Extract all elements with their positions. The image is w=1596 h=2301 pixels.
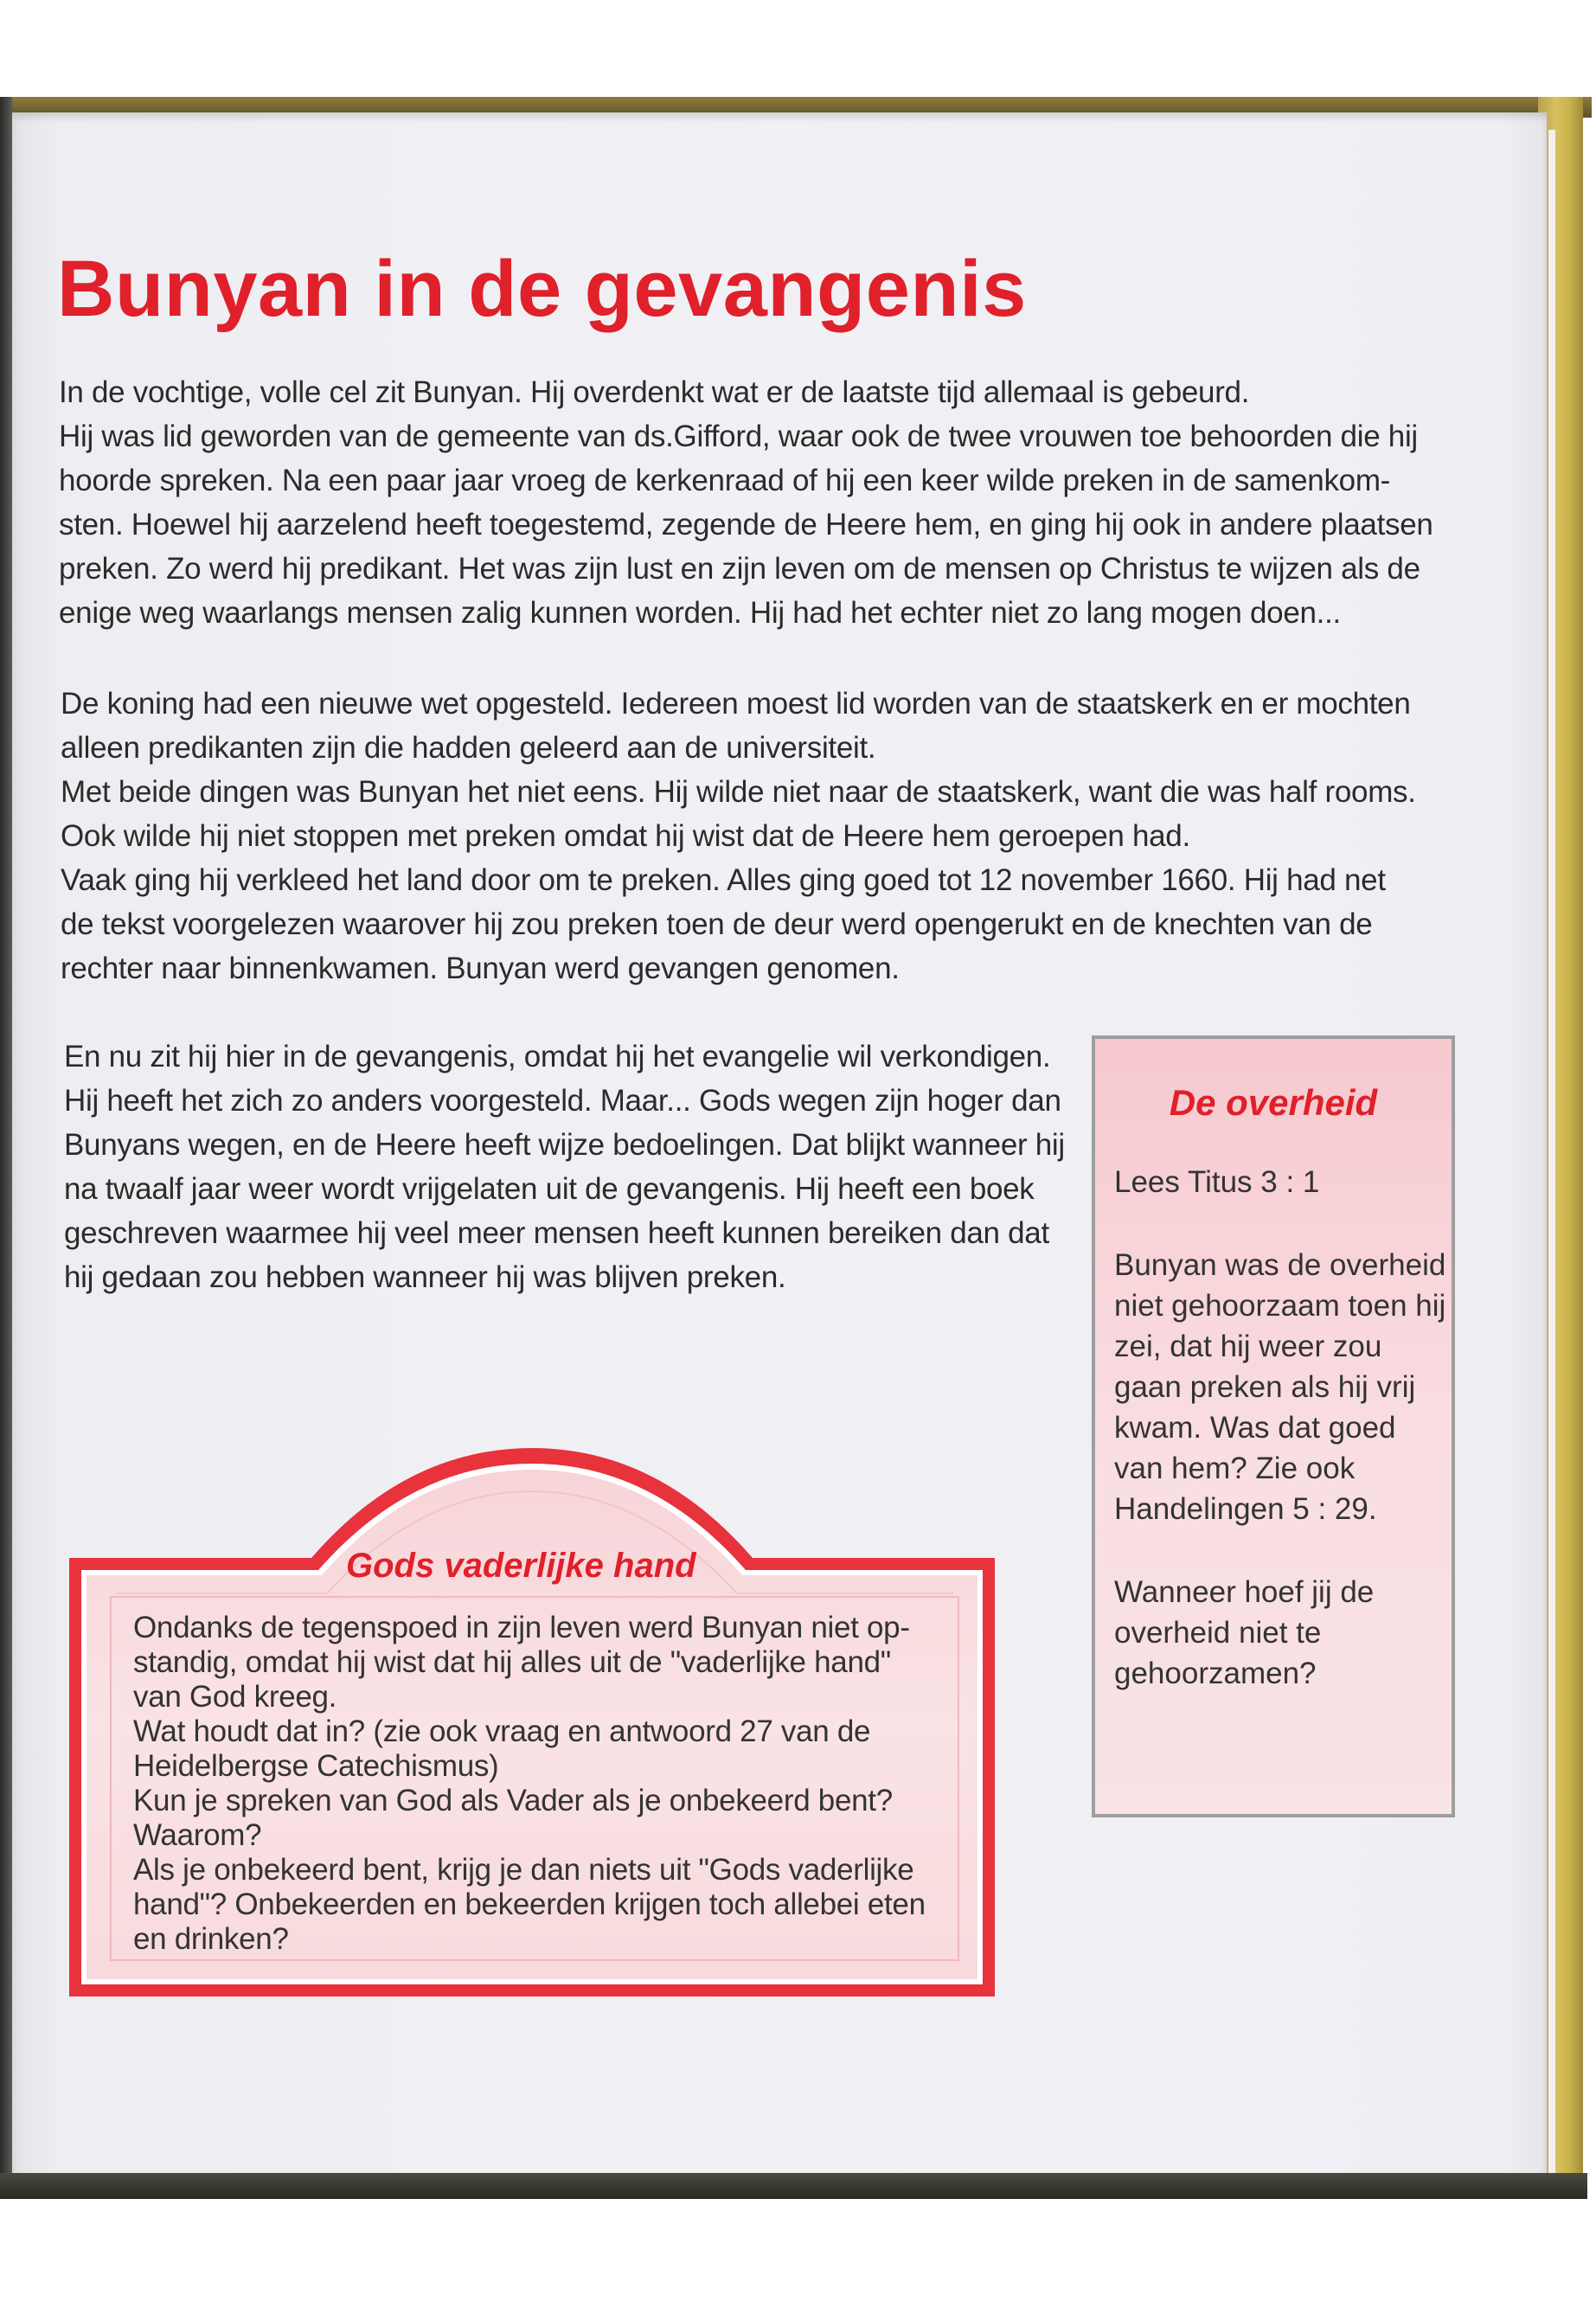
paragraph-1 [59, 370, 1477, 635]
text-line: gehoorzamen? [1114, 1657, 1317, 1690]
text-line: overheid niet te [1114, 1616, 1322, 1650]
sidebox-reference [1114, 1162, 1319, 1202]
text-line: Hij was lid geworden van de gemeente van ds.Gifford, waar ook de twee vrouwen toe behoorden die hij [59, 420, 1418, 453]
text-line: zei, dat hij weer zou [1114, 1330, 1382, 1363]
text-line: Handelingen 5 : 29. [1114, 1492, 1377, 1526]
text-line: niet gehoorzaam toen hij [1114, 1289, 1446, 1323]
text-line: enige weg waarlangs mensen zalig kunnen worden. Hij had het echter niet zo lang mogen doen... [59, 596, 1341, 630]
text-line: hand"? Onbekeerden en bekeerden krijgen toch allebei eten [133, 1888, 926, 1921]
text-line: preken. Zo werd hij predikant. Het was zijn lust en zijn leven om de mensen op Christus te wijzen als de [59, 552, 1420, 586]
text-line: Bunyans wegen, en de Heere heeft wijze bedoelingen. Dat blijkt wanneer hij [64, 1128, 1065, 1162]
text-line: geschreven waarmee hij veel meer mensen heeft kunnen bereiken dan dat [64, 1216, 1049, 1250]
text-line: De koning had een nieuwe wet opgesteld. Iedereen moest lid worden van de staatskerk en er mochten [61, 687, 1411, 721]
text-line: gaan preken als hij vrij [1114, 1370, 1416, 1404]
text-line: Met beide dingen was Bunyan het niet eens. Hij wilde niet naar de staatskerk, want die was half rooms. [61, 775, 1416, 809]
text-line: en drinken? [133, 1922, 289, 1956]
text-line: sten. Hoewel hij aarzelend heeft toegestemd, zegende de Heere hem, en ging hij ook in andere plaatsen [59, 508, 1433, 542]
book-spine-edge [0, 97, 12, 2199]
page-edge [1548, 130, 1555, 2180]
paragraph-3 [64, 1035, 1085, 1299]
text-line: Wanneer hoef jij de [1114, 1575, 1375, 1609]
text-line: na twaalf jaar weer wordt vrijgelaten uit de gevangenis. Hij heeft een boek [64, 1172, 1035, 1206]
sidebox-question [1114, 1572, 1374, 1694]
text-line: kwam. Was dat goed [1114, 1411, 1396, 1445]
text-line: van God kreeg. [133, 1680, 337, 1714]
text-line: Hij heeft het zich zo anders voorgesteld. Maar... Gods wegen zijn hoger dan [64, 1084, 1061, 1118]
text-line: En nu zit hij hier in de gevangenis, omdat hij het evangelie wil verkondigen. [64, 1040, 1051, 1074]
text-line: hoorde spreken. Na een paar jaar vroeg de kerkenraad of hij een keer wilde preken in de samenkom- [59, 464, 1391, 497]
sidebox-title: De overheid [1169, 1082, 1378, 1123]
text-line: Als je onbekeerd bent, krijg je dan niets uit "Gods vaderlijke [133, 1853, 914, 1887]
text-line: alleen predikanten zijn die hadden geleerd aan de universiteit. [61, 731, 876, 765]
text-line: Kun je spreken van God als Vader als je onbekeerd bent? [133, 1784, 893, 1817]
text-line: Bunyan was de overheid [1114, 1248, 1446, 1282]
handbox-title: Gods vaderlijke hand [346, 1547, 696, 1585]
text-line: standig, omdat hij wist dat hij alles uit de "vaderlijke hand" [133, 1645, 891, 1679]
text-line: de tekst voorgelezen waarover hij zou preken toen de deur werd opengerukt en de knechten van de [61, 907, 1373, 941]
text-line: Ondanks de tegenspoed in zijn leven werd Bunyan niet op- [133, 1611, 910, 1644]
text-line: Ook wilde hij niet stoppen met preken omdat hij wist dat de Heere hem geroepen had. [61, 819, 1190, 853]
text-line: In de vochtige, volle cel zit Bunyan. Hij overdenkt wat er de laatste tijd allemaal is gebeurd. [59, 375, 1250, 409]
sidebox-body [1114, 1245, 1445, 1529]
sidebox-de-overheid [1092, 1035, 1455, 1817]
text-line: Vaak ging hij verkleed het land door om te preken. Alles ging goed tot 12 november 1660. Hij had net [61, 863, 1386, 897]
page-title: Bunyan in de gevangenis [57, 245, 1027, 333]
book-cover-bottom-edge [0, 2173, 1587, 2199]
text-line: Waarom? [133, 1818, 262, 1852]
handbox-body [133, 1611, 926, 1957]
text-line: hij gedaan zou hebben wanneer hij was blijven preken. [64, 1260, 786, 1294]
text-line: Lees Titus 3 : 1 [1114, 1165, 1320, 1199]
text-line: van hem? Zie ook [1114, 1452, 1356, 1485]
paragraph-2 [61, 682, 1479, 990]
text-line: Wat houdt dat in? (zie ook vraag en antwoord 27 van de [133, 1715, 871, 1748]
text-line: Heidelbergse Catechismus) [133, 1749, 499, 1783]
text-line: rechter naar binnenkwamen. Bunyan werd gevangen genomen. [61, 952, 900, 985]
